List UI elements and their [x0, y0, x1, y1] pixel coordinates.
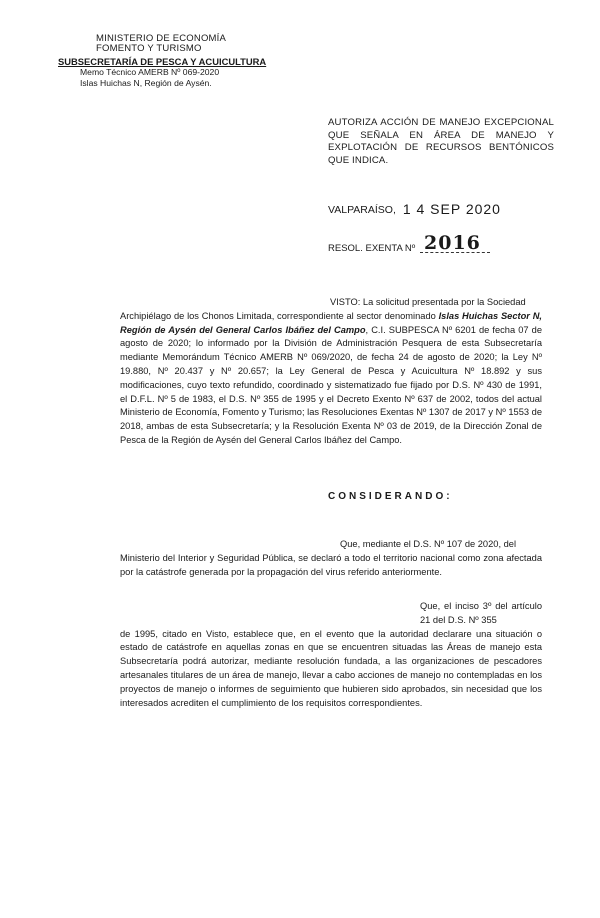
document-title: AUTORIZA ACCIÓN DE MANEJO EXCEPCIONAL QUE SEÑALA EN ÁREA DE MANEJO Y EXPLOTACIÓN DE RECURSOS BENTÓNICOS QUE INDICA.	[328, 117, 554, 166]
visto-sector-name: Islas Huichas Sector N, Región de Aysén del General Carlos Ibáñez del Campo	[120, 310, 542, 335]
considerando-1-text: Ministerio del Interior y Seguridad Pública, se declaró a todo el territorio nacional como zona afectada por la catástrofe generada por la propagación del virus referido anteriormente.	[120, 552, 542, 577]
letterhead	[58, 34, 278, 88]
considerando-1-lead: Que, mediante el D.S. Nº 107 de 2020, del	[340, 539, 517, 549]
ministry-line-2: FOMENTO Y TURISMO	[96, 43, 202, 55]
location-reference: Islas Huichas N, Región de Aysén.	[80, 77, 212, 88]
considerando-2-text: de 1995, citado en Visto, establece que, en el evento que la autoridad declarare una situación o estado de catástrofe en aquellas zonas en que se encuentren situadas las Áreas de manejo esta Subsecretaría podrá autorizar, mediante resolución fundada, a las organizaciones de pescadores artesanales titulares de un área de manejo, llevar a cabo acciones de manejo no contempladas en los proyectos de manejo o informes de seguimiento que hubieren sido aprobados, sin necesidad que los interesados acrediten el cumplimiento de los requisitos correspondientes.	[120, 628, 542, 708]
subsecretaria-name: SUBSECRETARÍA DE PESCA Y ACUICULTURA	[58, 55, 267, 67]
date-line	[328, 201, 501, 217]
considerando-heading: CONSIDERANDO:	[328, 491, 453, 502]
resolution-number: 2016	[424, 232, 481, 254]
date-stamp: 1 4 SEP 2020	[402, 201, 501, 217]
visto-text-b: , C.I. SUBPESCA Nº 6201 de fecha 07 de agosto de 2020; lo informado por la División de Administración Pesquera de esta Subsecretaría mediante Memorándum Técnico AMERB Nº 069/2020, de fecha 24 de agosto de 2020; la Ley Nº 19.880, Nº 20.437 y Nº 20.657; la Ley General de Pesca y Acuicultura Nº 18.892 y sus modificaciones, cuyo texto refundido, coordinado y sistematizado fue fijado por D.S. Nº 430 de 1991, el D.F.L. Nº 5 de 1983, el D.S. Nº 355 de 1995 y el Decreto Exento Nº 637 de 2002, todos del actual Ministerio de Economía, Fomento y Turismo; las Resoluciones Exentas Nº 1307 de 2017 y Nº 1553 de 2018, ambas de esta Subsecretaría; y la Resolución Exenta Nº 03 de 2019, de la Dirección Zonal de Pesca de la Región de Aysén del General Carlos Ibáñez del Campo.	[120, 324, 542, 445]
considerando-2-lead: Que, el inciso 3º del artículo 21 del D.S. Nº 355	[420, 601, 542, 625]
considerando-paragraph-1	[120, 538, 542, 579]
memo-reference: Memo Técnico AMERB Nº 069-2020	[80, 67, 220, 78]
resolution-label: RESOL. EXENTA Nº	[328, 243, 416, 254]
visto-text-a: Archipiélago de los Chonos Limitada, correspondiente al sector denominado	[120, 310, 439, 321]
visto-paragraph	[120, 296, 542, 448]
visto-lead: VISTO: La solicitud presentada por la Sociedad	[330, 297, 526, 307]
ministry-line-1: MINISTERIO DE ECONOMÍA	[96, 33, 227, 44]
considerando-paragraph-2	[120, 600, 542, 710]
date-place: VALPARAÍSO,	[328, 204, 396, 216]
